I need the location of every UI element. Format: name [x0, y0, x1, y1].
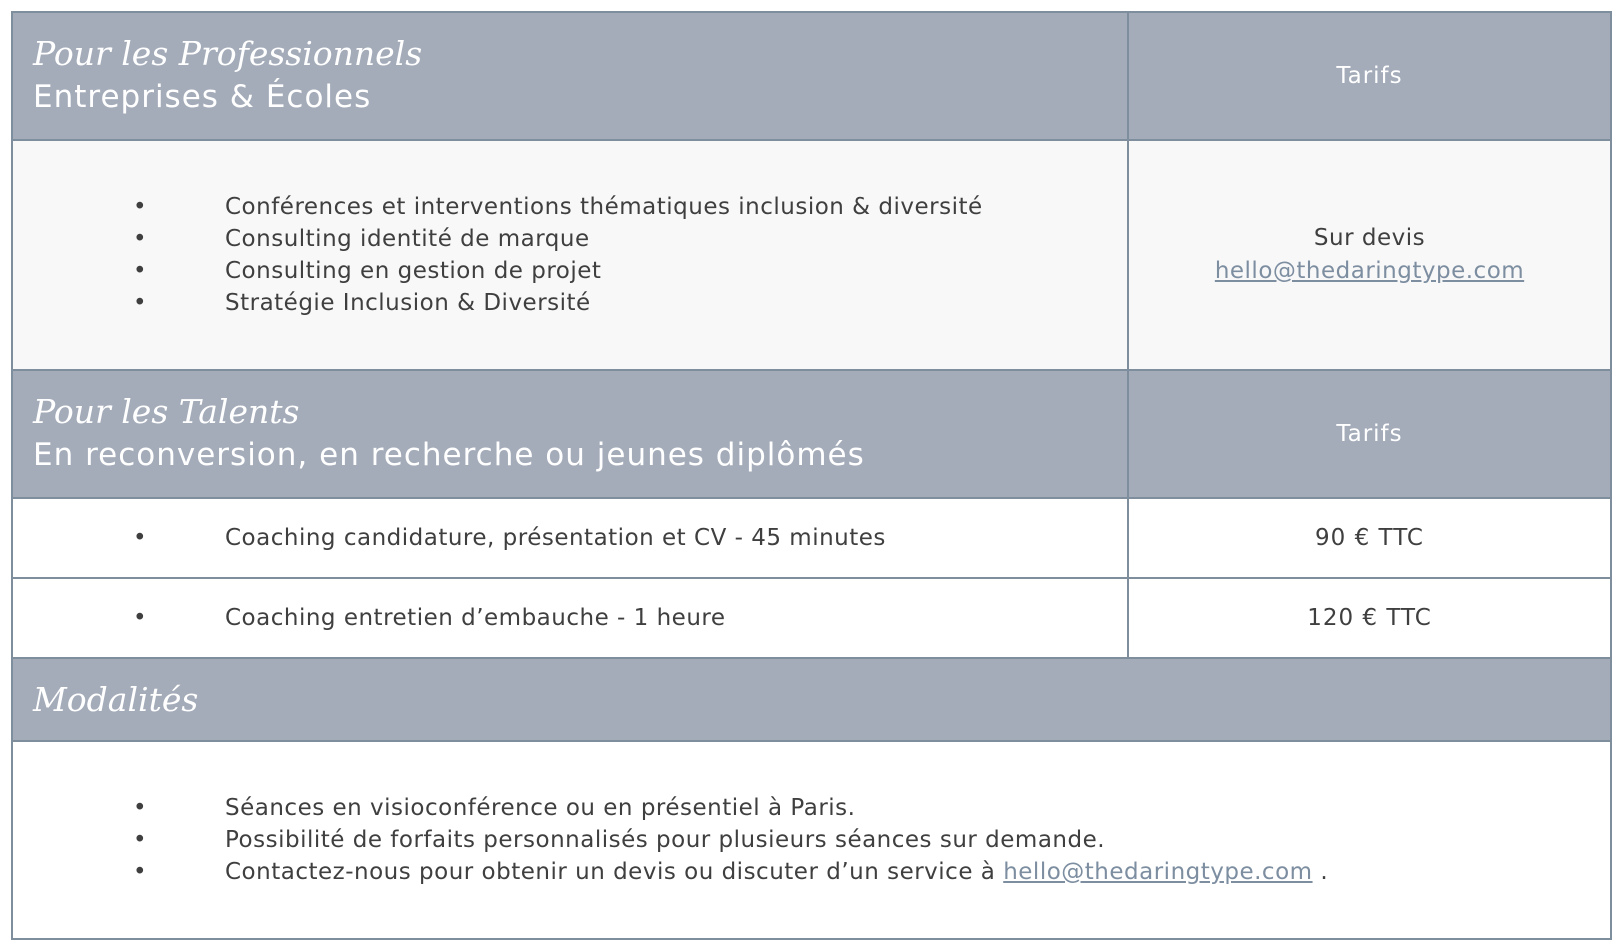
bullet-icon: • [133, 605, 148, 631]
bullet-icon: • [133, 525, 148, 551]
talents-subtitle: En reconversion, en recherche ou jeunes diplômés [33, 437, 865, 473]
modalites-content-row [12, 741, 1611, 939]
modalites-email-link[interactable]: hello@thedaringtype.com [1003, 859, 1313, 885]
professionals-tarifs-header: Tarifs [1128, 12, 1611, 140]
professionals-title: Pour les Professionnels [33, 34, 423, 73]
bullet-icon: • [133, 258, 148, 284]
bullet-icon: • [133, 290, 148, 316]
table-row [12, 498, 1611, 578]
talents-title: Pour les Talents [33, 392, 300, 431]
contact-suffix: . [1312, 859, 1329, 885]
contact-prefix: Contactez-nous pour obtenir un devis ou discuter d’un service à [225, 859, 1004, 885]
bullet-icon: • [133, 795, 148, 821]
modalites-title: Modalités [33, 679, 199, 719]
professionals-services-list [13, 191, 1127, 319]
talents-header-row [12, 370, 1611, 498]
modalites-header [12, 658, 1611, 741]
list-item: • Consulting en gestion de projet [13, 255, 1127, 287]
professionals-price-cell [1128, 140, 1611, 370]
list-item: • Coaching entretien d’embauche - 1 heure [13, 602, 1127, 634]
talents-service-cell [12, 498, 1128, 578]
talents-header [12, 370, 1128, 498]
list-item: • Consulting identité de marque [13, 223, 1127, 255]
pricing-table [11, 11, 1612, 940]
bullet-icon: • [133, 226, 148, 252]
bullet-icon: • [133, 827, 148, 853]
professionals-email-link[interactable]: hello@thedaringtype.com [1214, 258, 1525, 284]
professionals-subtitle: Entreprises & Écoles [33, 79, 372, 115]
bullet-icon: • [133, 194, 148, 220]
talents-tarifs-header: Tarifs [1128, 370, 1611, 498]
professionals-price-text: Sur devis [1313, 225, 1426, 251]
talents-price-cell: 90 € TTC [1128, 498, 1611, 578]
list-item: • Conférences et interventions thématiques inclusion & diversité [13, 191, 1127, 223]
professionals-content-row [12, 140, 1611, 370]
professionals-header [12, 12, 1128, 140]
bullet-icon: • [133, 859, 148, 885]
list-item [13, 856, 1610, 888]
professionals-services-cell [12, 140, 1128, 370]
modalites-header-row [12, 658, 1611, 741]
talents-service-cell [12, 578, 1128, 658]
talents-price-cell: 120 € TTC [1128, 578, 1611, 658]
list-item: • Possibilité de forfaits personnalisés pour plusieurs séances sur demande. [13, 824, 1610, 856]
modalites-content-cell [12, 741, 1611, 939]
list-item: • Stratégie Inclusion & Diversité [13, 287, 1127, 319]
list-item: • Coaching candidature, présentation et CV - 45 minutes [13, 522, 1127, 554]
professionals-header-row [12, 12, 1611, 140]
table-row [12, 578, 1611, 658]
modalites-list [13, 792, 1610, 888]
list-item: • Séances en visioconférence ou en présentiel à Paris. [13, 792, 1610, 824]
